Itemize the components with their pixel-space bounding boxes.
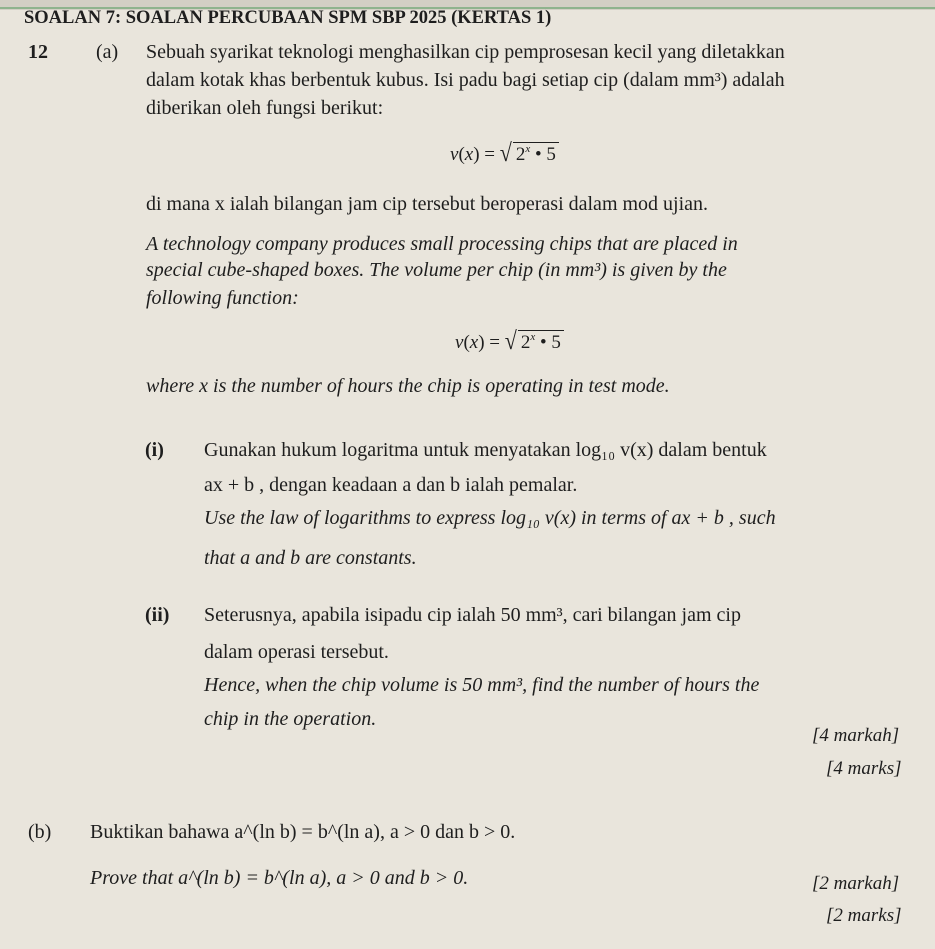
part-i-malay-line-1: Gunakan hukum logaritma untuk menyatakan log₁₀ v(x) dalam bentuk [204, 439, 767, 461]
part-a-english-line-1: A technology company produces small processing chips that are placed in [146, 233, 738, 255]
part-i-english-line-1: Use the law of logarithms to express log₁₀ v(x) in terms of ax + b , such [204, 507, 776, 529]
part-b-english: Prove that a^(ln b) = b^(ln a), a > 0 and b > 0. [90, 867, 469, 889]
part-a-malay-line-3: diberikan oleh fungsi berikut: [146, 97, 384, 119]
question-number: 12 [28, 41, 48, 63]
part-a-english-line-3: following function: [146, 287, 299, 309]
formula-english: v(x) = √ 2$^x$ • 5 [455, 329, 564, 355]
part-b-marks-english: [2 marks] [826, 905, 902, 926]
part-a-malay-after: di mana x ialah bilangan jam cip tersebut beroperasi dalam mod ujian. [146, 193, 709, 215]
part-a-english-after: where x is the number of hours the chip is operating in test mode. [146, 375, 670, 397]
part-a-malay-line-1: Sebuah syarikat teknologi menghasilkan cip pemprosesan kecil yang diletakkan [146, 41, 785, 63]
part-ii-english-line-1: Hence, when the chip volume is 50 mm³, find the number of hours the [204, 674, 760, 696]
part-a-label: (a) [96, 41, 119, 63]
formula-malay: v(x) = √ 2$^x$ • 5 [450, 141, 559, 167]
part-a-malay-line-2: dalam kotak khas berbentuk kubus. Isi padu bagi setiap cip (dalam mm³) adalah [146, 69, 785, 91]
part-a-english-line-2: special cube-shaped boxes. The volume per chip (in mm³) is given by the [146, 259, 727, 281]
part-ii-malay-line-2: dalam operasi tersebut. [204, 641, 389, 663]
part-ii-label: (ii) [145, 604, 170, 626]
part-b-marks-malay: [2 markah] [812, 873, 900, 894]
part-ii-malay-line-1: Seterusnya, apabila isipadu cip ialah 50 mm³, cari bilangan jam cip [204, 604, 741, 626]
part-a-marks-malay: [4 markah] [812, 725, 900, 746]
part-i-english-line-2: that a and b are constants. [204, 547, 417, 569]
part-ii-english-line-2: chip in the operation. [204, 708, 377, 730]
part-i-malay-line-2: ax + b , dengan keadaan a dan b ialah pemalar. [204, 474, 578, 496]
part-a-marks-english: [4 marks] [826, 758, 902, 779]
question-header: SOALAN 7: SOALAN PERCUBAAN SPM SBP 2025 (KERTAS 1) [24, 8, 552, 28]
part-b-malay: Buktikan bahawa a^(ln b) = b^(ln a), a > 0 dan b > 0. [90, 821, 516, 843]
part-i-label: (i) [145, 439, 164, 461]
part-b-label: (b) [28, 821, 52, 843]
